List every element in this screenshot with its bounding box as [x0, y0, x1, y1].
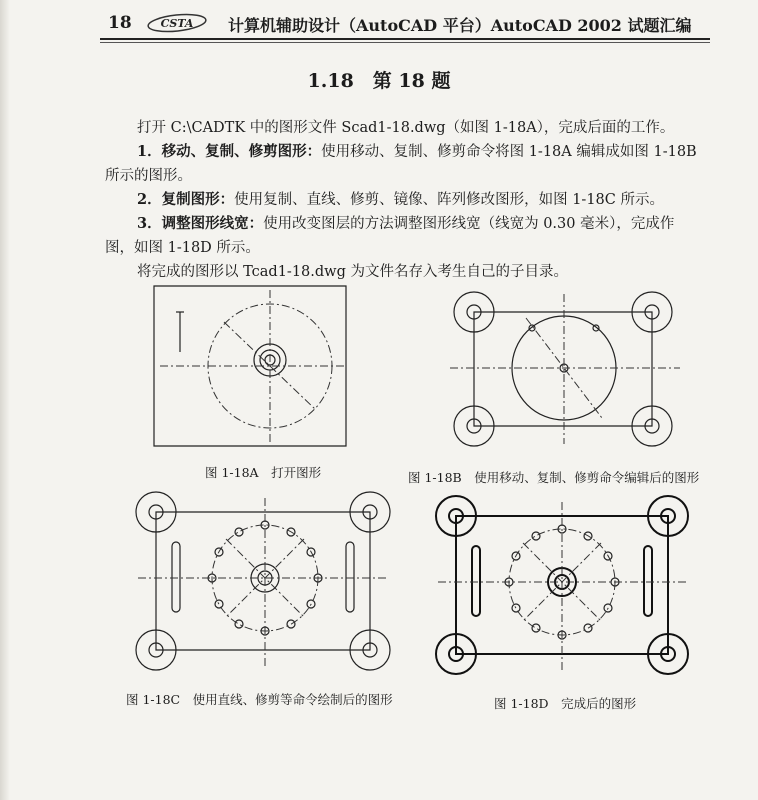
plate-outline	[474, 312, 652, 426]
publisher-logo	[146, 12, 208, 34]
task-1-heading: 1．移动、复制、修剪图形：	[137, 143, 322, 160]
figure-1-18d-caption: 图 1-18D 完成后的图形	[494, 696, 637, 711]
page-number: 18	[108, 13, 132, 33]
header-rule	[100, 38, 710, 40]
figure-1-18d-drawing	[432, 494, 692, 676]
logo-text: CSTA	[160, 17, 194, 30]
save-instruction-paragraph: 将完成的图形以 Tcad1-18.dwg 为文件名存入考生自己的子目录。	[137, 264, 568, 280]
figure-1-18c-caption: 图 1-18C 使用直线、修剪等命令绘制后的图形	[126, 692, 393, 707]
page-spine-shadow	[0, 0, 10, 800]
book-title: 计算机辅助设计（AutoCAD 平台）AutoCAD 2002 试题汇编	[228, 16, 692, 35]
header-rule-thin	[100, 42, 710, 43]
task-3-heading: 3．调整图形线宽：	[137, 215, 264, 232]
intro-paragraph: 打开 C:\CADTK 中的图形文件 Scad1-18.dwg（如图 1-18A），完成后面的工作。	[137, 120, 675, 136]
right-slot	[644, 546, 652, 616]
figure-1-18c-drawing	[132, 490, 394, 672]
figure-1-18b-drawing	[440, 288, 686, 450]
task-3-paragraph	[105, 212, 725, 236]
right-slot	[346, 542, 354, 612]
task-2-text: 使用复制、直线、修剪、镜像、阵列修改图形，如图 1-18C 所示。	[234, 192, 664, 208]
left-slot	[472, 546, 480, 616]
task-1-text: 使用移动、复制、修剪命令将图 1-18A 编辑成如图 1-18B	[321, 144, 697, 160]
left-slot	[172, 542, 180, 612]
section-title: 1.18 第 18 题	[307, 70, 451, 92]
task-2-paragraph	[105, 188, 725, 212]
figure-1-18a-caption: 图 1-18A 打开图形	[205, 465, 322, 480]
figure-1-18b-caption: 图 1-18B 使用移动、复制、修剪命令编辑后的图形	[408, 470, 700, 485]
figure-1-18a-drawing	[150, 282, 350, 454]
task-1-paragraph	[105, 140, 725, 164]
task-3-continuation: 图，如图 1-18D 所示。	[105, 240, 260, 256]
plate-outline	[156, 512, 370, 650]
running-header	[100, 10, 710, 40]
task-1-continuation: 所示的图形。	[105, 168, 192, 184]
task-2-heading: 2．复制图形：	[137, 191, 235, 208]
task-3-text: 使用改变图层的方法调整图形线宽（线宽为 0.30 毫米），完成作	[263, 216, 675, 232]
